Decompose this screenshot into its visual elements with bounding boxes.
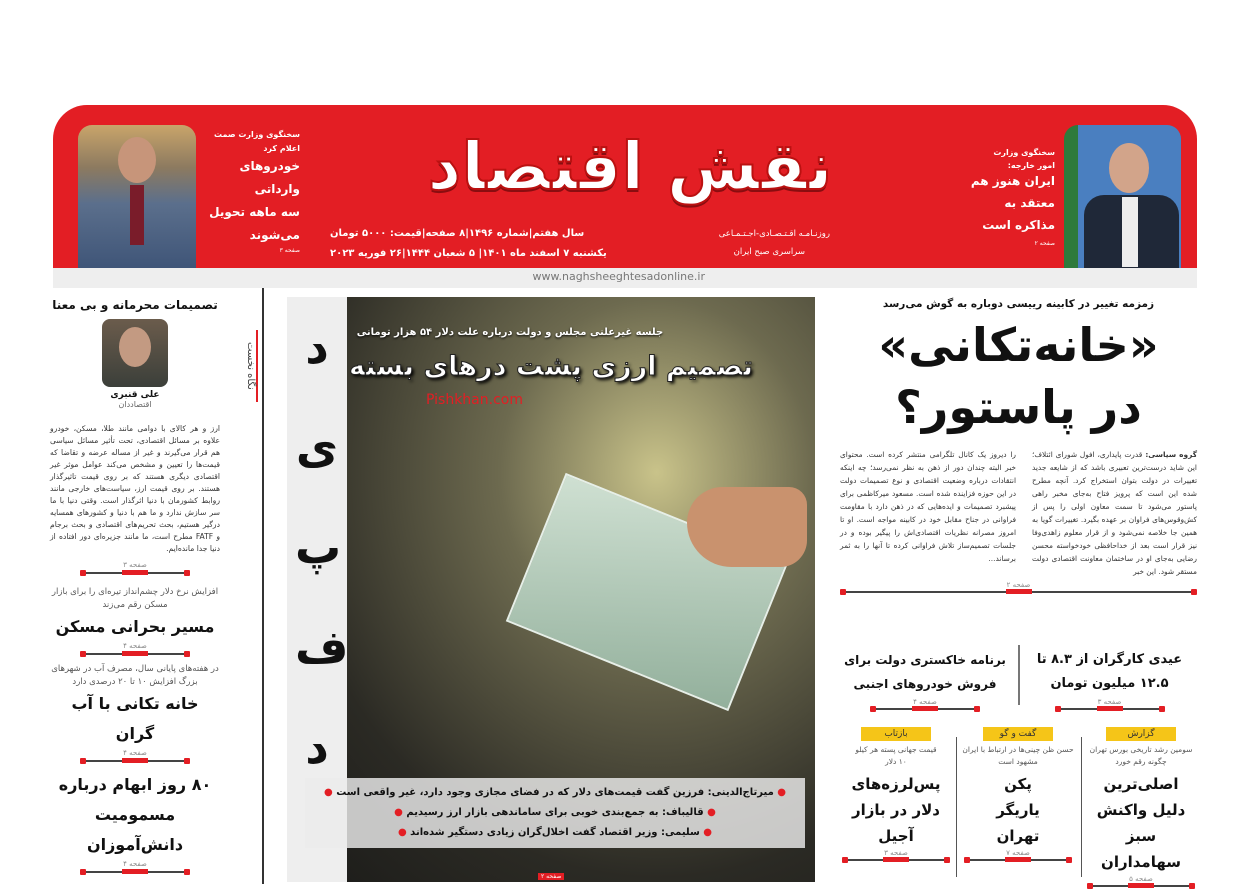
story-subtitle: افزایش نرخ دلار چشم‌انداز تیره‌ای را برای بازار مسکن رقم می‌زند <box>51 587 219 610</box>
kicker-2: اعلام کرد <box>263 144 300 153</box>
main-kicker: جلسه غیرعلنی مجلس و دولت درباره علت دلار ۵۴ هزار تومانی <box>356 327 664 338</box>
opinion-body: ارز و هر کالای با دوامی مانند طلا، مسکن، خودرو علاوه بر مسائل اقتصادی، تحت تأثیر مسائل سیاسی هم قرار می‌گیرند و غیر از مساله عرضه و تقاضا که قیمت‌ها را تعیین و مشخص می‌کند عوامل موثر غیر اقتصادی دیگری هستند که بر روی قیمت تاثیرگذار هستند. بر روی قیمت ارز، سیاست‌های خارجی مانند روابط کشورمان با دنیا اثرگذار است. وقتی دنیا با ما سر سازش ندارد و ما هم با دنیا و کشورهای همسایه درگیر هستیم، بحث تحریم‌های اقتصادی و بحث برجام و FATF مطرح است، ما مانند جزیره‌ای دور افتاده از دنیا جدا مانده‌ایم. <box>50 424 220 553</box>
divider <box>870 708 980 710</box>
author-name: علی قنبری <box>110 390 160 400</box>
story-subtitle: در هفته‌های پایانی سال، مصرف آب در شهرهای بزرگ افزایش ۱۰ تا ۲۰ درصدی دارد <box>51 664 219 687</box>
story-foreign-cars[interactable] <box>840 648 1010 710</box>
divider <box>80 871 190 873</box>
page-ref: صفحه ۳ <box>1097 698 1122 706</box>
column-divider <box>262 288 264 884</box>
lead-headline-2: در پاستور؟ <box>895 380 1142 434</box>
divider <box>840 591 1197 593</box>
divider <box>964 859 1072 861</box>
story-headline: اصلی‌ترین دلیل واکنش سبز سهامداران <box>1096 775 1186 871</box>
lead-column-1: گروه سیاسی: قدرت پایداری، افول شورای ائتلاف؛ این شاید درست‌ترین تعبیری باشد که از شایعه جدید تغییرات در دولت بتوان استخراج کرد. آنچه مطرح شده این است که پرویز فتاح به‌جای مخبر راهی پاستور می‌شود تا سمت معاون اولی را پس از کش‌وقوس‌های فراوان بر عهده بگیرد. تغییرات گویا به همین جا خلاصه نمی‌شود و از قرار معلوم زاهدی‌وفا نیز قرار است بعد از خداحافظی خودخواسته محسن رضایی به‌جای او در ساختمان معاونت اقتصادی دولت مستقر شود. این خبر <box>1032 450 1197 576</box>
column-divider <box>1018 645 1020 705</box>
masthead-right-story[interactable] <box>950 148 1055 247</box>
watermark: Pishkhan.com <box>426 392 523 408</box>
left-column <box>50 298 220 873</box>
story-subtitle: حسن ظن چینی‌ها در ارتباط با ایران مشهود است <box>962 745 1074 766</box>
bullet-item: ● سلیمی: وزیر اقتصاد گفت اخلال‌گران زیادی دستگیر شده‌اند ● <box>397 827 713 838</box>
lead-body <box>840 448 1197 578</box>
column-divider <box>1081 737 1082 877</box>
section-tag: گفت و گو <box>983 727 1053 741</box>
divider <box>80 760 190 762</box>
tagline-2: سراسری صبح ایران <box>733 247 805 257</box>
hand-image <box>687 487 807 567</box>
bullet-item: ● میرتاج‌الدینی: فرزین گفت قیمت‌های دلار که در فضای مجازی وجود دارد، غیر واقعی است ● <box>324 787 786 798</box>
divider <box>1087 885 1195 887</box>
masthead-left-story[interactable] <box>200 130 300 254</box>
page-ref: صفحه ۷ <box>1006 849 1030 857</box>
page-ref: صفحه ۴ <box>123 860 147 868</box>
page-ref: صفحه ۴ <box>913 698 937 706</box>
headline: خودروهای وارداتی سه ماهه تحویل می‌شوند <box>209 159 300 242</box>
story-water[interactable] <box>50 663 220 762</box>
lead-kicker: زمزمه تغییر در کابینه رییسی دوباره به گوش می‌رسد <box>882 298 1155 310</box>
issue-date: یکشنبه ۷ اسفند ماه ۱۴۰۱| ۵ شعبان ۱۴۴۴|۲۶ فوریه ۲۰۲۳ <box>330 248 607 259</box>
page-ref: صفحه ۵ <box>1129 875 1153 883</box>
story-housing[interactable] <box>50 586 220 655</box>
story-headline: ۸۰ روز ابهام درباره مسمومیت دانش‌آموزان <box>58 775 212 854</box>
lead-story[interactable] <box>840 298 1197 593</box>
opinion-column[interactable] <box>50 298 220 574</box>
headline: ایران هنوز هم معتقد به مذاکره است <box>970 174 1055 232</box>
story-beijing[interactable] <box>962 727 1074 861</box>
exchange-board-letters: د ی پ ف د <box>295 320 349 774</box>
story-nuts-market[interactable] <box>840 727 952 861</box>
page-ref: صفحه ۳ <box>123 561 147 569</box>
issue-info: سال هفتم|شماره ۱۴۹۶|۸ صفحه|قیمت: ۵۰۰۰ تومان <box>330 228 585 239</box>
tagline: روزنـامـه اقـتـصـادی-اجـتـمـاعی <box>718 229 830 239</box>
section-label: نگاه نخست <box>238 330 258 402</box>
story-headline: پس‌لرزه‌های دلار در بازار آجیل <box>851 775 941 845</box>
section-tag: گزارش <box>1106 727 1176 741</box>
story-headline: عیدی کارگران از ۸.۳ تا ۱۲.۵ میلیون تومان <box>1036 652 1183 691</box>
lead-headline-1: «خانه‌تکانی» <box>878 318 1159 372</box>
story-poisoning[interactable] <box>50 770 220 873</box>
page-ref: صفحه ۴ <box>123 749 147 757</box>
kicker-2: امور خارجه: <box>1007 161 1055 170</box>
divider <box>842 859 950 861</box>
lead-column-2: را دیروز یک کانال تلگرامی منتشر کرده است. محتوای خبر البته چندان دور از ذهن به نظر نمی‌رسد؛ چه اینکه انتقادات درباره وضعیت اقتصادی و نوع تصمیمات دولت در این حوزه فزاینده شده است. مسعود میرکاظمی برای پیشبرد تصمیمات و ایده‌هایی که در ذهن دارد با مقاومت فراوانی در جناح مقابل خود در کابینه مواجه است. او تا امروز مصرانه نظریات اقتصادی‌اش را پیگیر بوده و در جلسات تصمیم‌ساز تلاش فراوانی کرده تا آنها را به ثمر برساند... <box>840 450 1016 563</box>
bullet-item: ● قالیباف: به جمع‌بندی خوبی برای ساماندهی بازار ارز رسیدیم ● <box>394 807 716 818</box>
website-url[interactable]: www.naghsheeghtesadonline.ir <box>532 270 705 283</box>
kicker: سخنگوی وزارت صمت <box>214 130 300 139</box>
page-ref: صفحه ۳ <box>279 247 300 254</box>
author-photo <box>102 319 168 387</box>
kicker: سخنگوی وزارت <box>993 148 1055 157</box>
author-role: اقتصاددان <box>118 400 152 409</box>
page-ref: صفحه ۲ <box>1034 240 1055 247</box>
page-ref: صفحه ۲ <box>1006 581 1031 589</box>
opinion-title: تصمیمات محرمانه و بی معنا <box>52 298 218 312</box>
divider <box>80 653 190 655</box>
main-headline: تصمیم ارزی پشت درهای بسته <box>349 351 753 382</box>
page-ref: صفحه ۳ <box>884 849 908 857</box>
page-ref: صفحه ۲ <box>538 873 564 880</box>
newspaper-logo: نقش اقتصاد <box>427 128 833 205</box>
story-workers-bonus[interactable] <box>1022 648 1197 710</box>
page-ref: صفحه ۴ <box>123 642 147 650</box>
main-bullets <box>305 778 805 848</box>
divider <box>80 572 190 574</box>
divider <box>1055 708 1165 710</box>
story-headline: پکن یاریگر تهران <box>996 775 1040 845</box>
section-tag: بازتاب <box>861 727 931 741</box>
story-subtitle: قیمت جهانی پسته هر کیلو ۱۰ دلار <box>855 745 937 766</box>
story-subtitle: سومین رشد تاریخی بورس تهران چگونه رقم خورد <box>1089 745 1193 766</box>
story-stock-market[interactable] <box>1085 727 1197 887</box>
foreign-ministry-spokesman-photo <box>1064 125 1181 268</box>
story-headline: برنامه خاکستری دولت برای فروش خودروهای اجنبی <box>844 653 1006 691</box>
story-headline: مسیر بحرانی مسکن <box>55 617 215 636</box>
column-divider <box>956 737 957 877</box>
spokesman-photo <box>78 125 196 268</box>
story-headline: خانه تکانی با آب گران <box>71 694 199 743</box>
